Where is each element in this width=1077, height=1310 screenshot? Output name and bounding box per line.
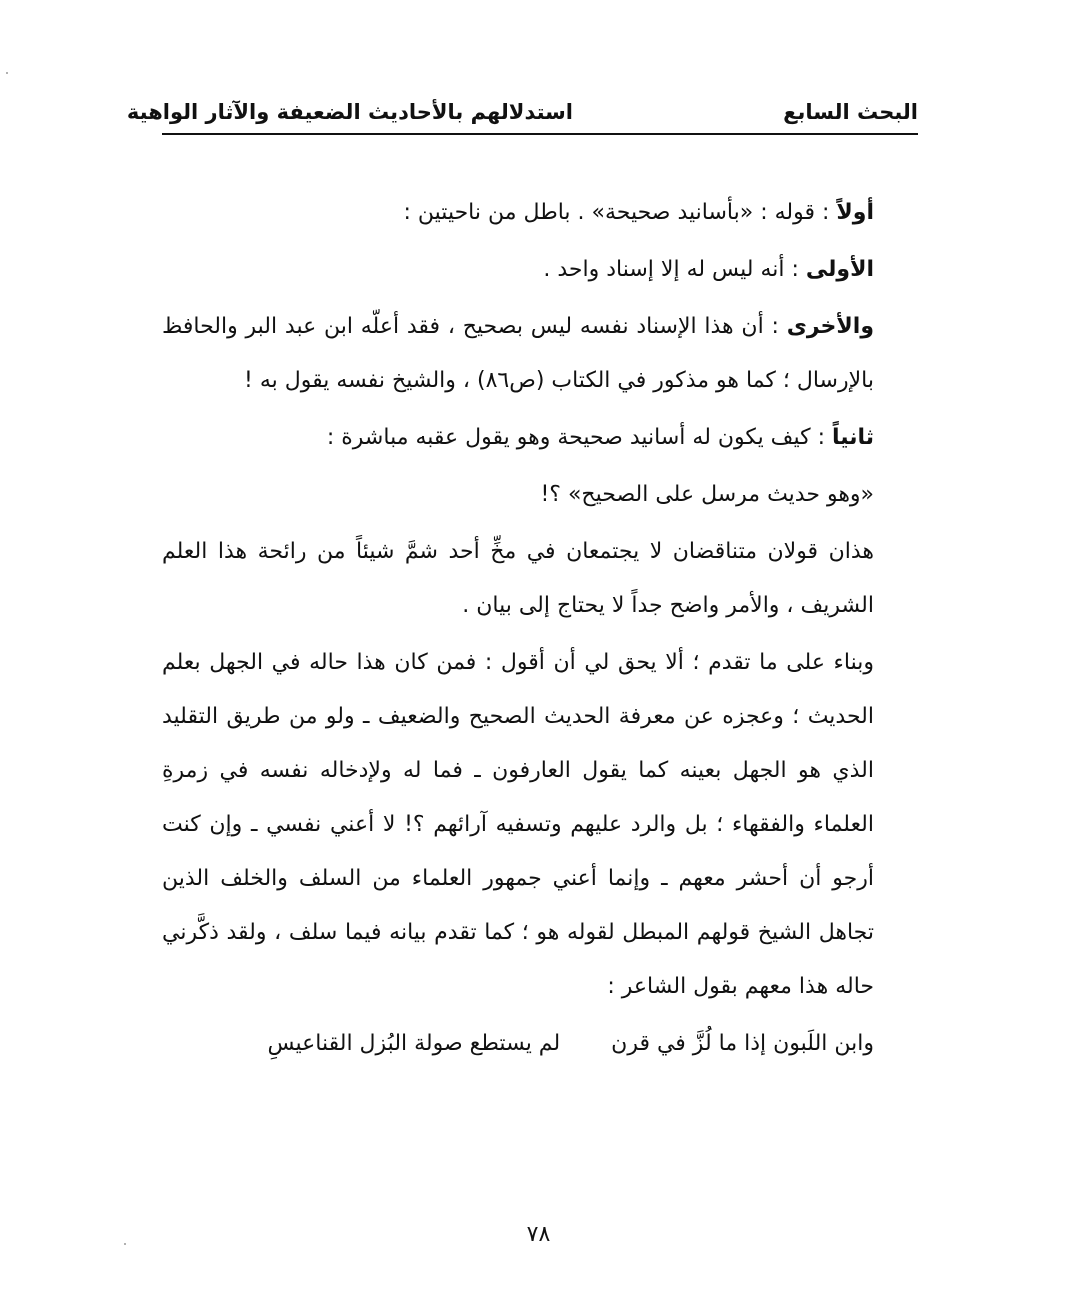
scan-speck [124, 1243, 126, 1245]
running-header [126, 92, 918, 132]
chapter-title: البحث السابع [783, 100, 918, 124]
poetry-verse [162, 1017, 918, 1071]
section-title: استدلالهم بالأحاديث الضعيفة والآثار الواهية [126, 100, 573, 124]
page-body [162, 186, 918, 1071]
paragraph-5-quote: «وهو حديث مرسل على الصحيح» ؟! [540, 482, 874, 507]
scan-speck [6, 72, 8, 74]
page-number: ٧٨ [526, 1222, 551, 1247]
paragraph-4-text: : كيف يكون له أسانيد صحيحة وهو يقول عقبه مباشرة : [326, 425, 832, 450]
paragraph-1-lead: أولاً [836, 200, 874, 225]
paragraph-2-text: : أنه ليس له إلا إسناد واحد . [543, 257, 806, 282]
header-rule [162, 133, 918, 135]
paragraph-3-text: : أن هذا الإسناد نفسه ليس بصحيح ، فقد أعلّه ابن عبد البر والحافظ بالإرسال ؛ كما هو مذكور في الكتاب (ص٨٦) ، والشيخ نفسه يقول به ! [162, 314, 874, 393]
paragraph-4-lead: ثانياً [831, 425, 874, 450]
paragraph-1-text: : قوله : «بأسانيد صحيحة» . باطل من ناحيتين : [403, 200, 837, 225]
paragraph-3 [162, 300, 918, 408]
verse-second-hemistich: لم يستطع صولة البُزل القناعيسِ [267, 1031, 561, 1056]
verse-first-hemistich: وابن اللَبون إذا ما لُزَّ في قرن [611, 1031, 874, 1056]
paragraph-3-lead: والأخرى [786, 314, 874, 339]
paragraph-4 [162, 411, 918, 465]
paragraph-1 [162, 186, 918, 240]
paragraph-2 [162, 243, 918, 297]
paragraph-7: وبناء على ما تقدم ؛ ألا يحق لي أن أقول : فمن كان هذا حاله في الجهل بعلم الحديث ؛ وعجزه عن معرفة الحديث الصحيح والضعيف ـ ولو من طريق التقليد الذي هو الجهل بعينه كما يقول العارفون ـ فما له ولإدخاله نفسه في زمرةِ العلماء والفقهاء ؛ بل والرد عليهم وتسفيه آرائهم ؟! لا أعني نفسي ـ وإن كنت أرجو أن أحشر معهم ـ وإنما أعني جمهور العلماء من السلف والخلف الذين تجاهل الشيخ قولهم المبطل لقوله هو ؛ كما تقدم بيانه فيما سلف ، ولقد ذكَّرني حاله هذا معهم بقول الشاعر : [162, 650, 874, 999]
paragraph-2-lead: الأولى [805, 257, 874, 282]
paragraph-6: هذان قولان متناقضان لا يجتمعان في مخِّ أحد شمَّ شيئاً من رائحة هذا العلم الشريف ، والأمر واضح جداً لا يحتاج إلى بيان . [162, 539, 874, 618]
